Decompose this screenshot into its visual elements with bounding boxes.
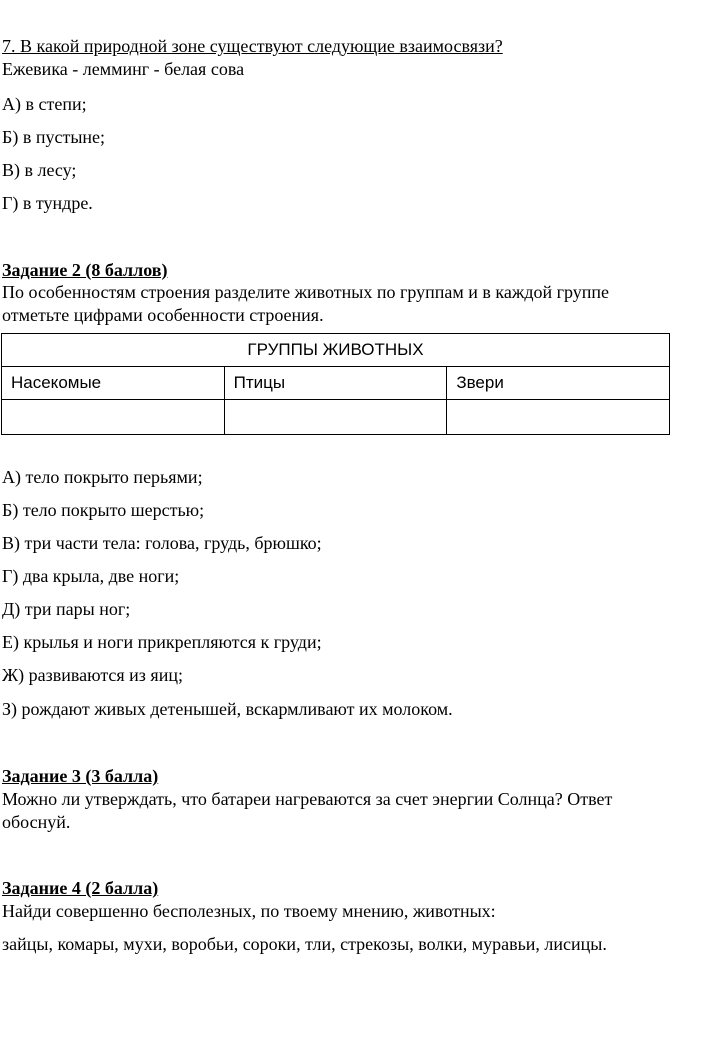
food-chain: Ежевика - лемминг - белая сова xyxy=(2,59,245,79)
task-3-title: Задание 3 (3 балла) xyxy=(2,766,159,786)
option-a: А) в степи; xyxy=(2,94,87,114)
task-2-text-line2: отметьте цифрами особенности строения. xyxy=(2,305,324,325)
feature-g: Ж) развиваются из яиц; xyxy=(2,665,183,685)
feature-a: А) тело покрыто перьями; xyxy=(2,467,203,487)
feature-b: Б) тело покрыто шерстью; xyxy=(2,500,205,520)
feature-f: Е) крылья и ноги прикрепляются к груди; xyxy=(2,632,322,652)
table-header: ГРУППЫ ЖИВОТНЫХ xyxy=(2,334,670,367)
task-4-title: Задание 4 (2 балла) xyxy=(2,878,159,898)
feature-c: В) три части тела: голова, грудь, брюшко; xyxy=(2,533,322,553)
answer-cell-birds[interactable] xyxy=(224,400,447,435)
column-birds: Птицы xyxy=(224,367,447,400)
option-b: Б) в пустыне; xyxy=(2,127,106,147)
task-2-title: Задание 2 (8 баллов) xyxy=(2,260,168,280)
feature-e: Д) три пары ног; xyxy=(2,599,131,619)
option-c: В) в лесу; xyxy=(2,160,77,180)
task-4-text-line2: зайцы, комары, мухи, воробьи, сороки, тли, стрекозы, волки, муравьи, лисицы. xyxy=(2,934,607,954)
column-mammals: Звери xyxy=(447,367,670,400)
task-2-text-line1: По особенностям строения разделите животных по группам и в каждой группе xyxy=(2,282,610,302)
option-d: Г) в тундре. xyxy=(2,193,93,213)
column-insects: Насекомые xyxy=(2,367,225,400)
task-4-text-line1: Найди совершенно бесполезных, по твоему мнению, животных: xyxy=(2,901,496,921)
feature-d: Г) два крыла, две ноги; xyxy=(2,566,180,586)
question-7: 7. В какой природной зоне существуют следующие взаимосвязи? xyxy=(2,36,503,56)
task-3-text-line1: Можно ли утверждать, что батареи нагреваются за счет энергии Солнца? Ответ xyxy=(2,789,613,809)
animal-groups-table xyxy=(1,333,670,435)
task-3-text-line2: обоснуй. xyxy=(2,812,71,832)
answer-cell-mammals[interactable] xyxy=(447,400,670,435)
feature-h: З) рождают живых детенышей, вскармливают их молоком. xyxy=(2,699,453,719)
answer-cell-insects[interactable] xyxy=(2,400,225,435)
